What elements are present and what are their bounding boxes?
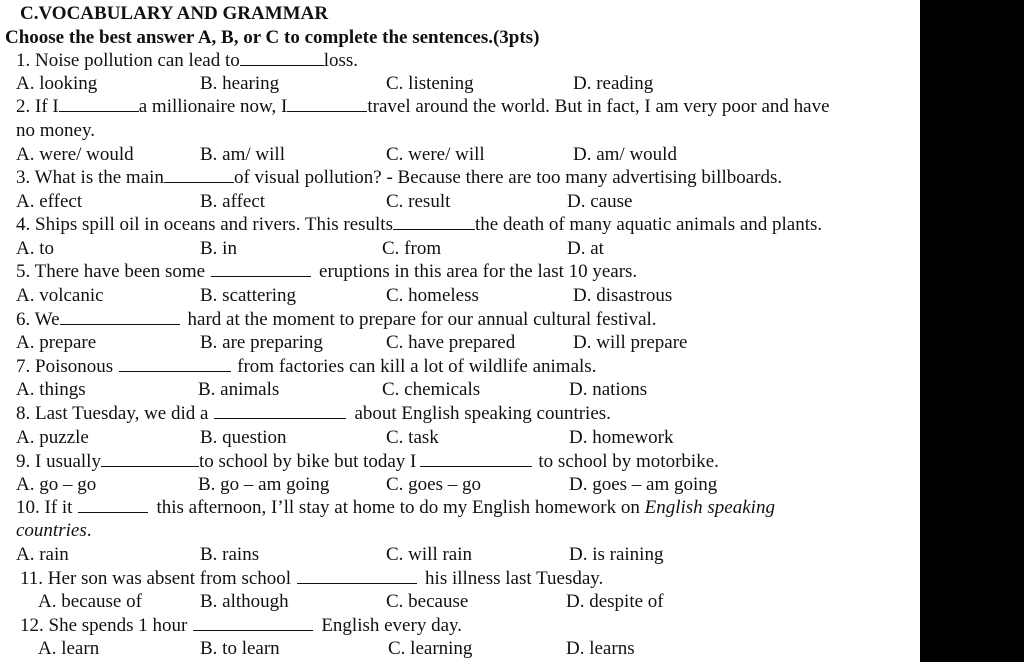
option-b: B. animals [198, 379, 280, 400]
option-c: C. will rain [386, 544, 473, 565]
option-a: A. go – go [16, 474, 97, 495]
option-a: A. because of [38, 591, 142, 612]
question-1-options [16, 72, 916, 95]
option-d: D. cause [567, 191, 633, 212]
option-b: B. are preparing [200, 332, 323, 353]
option-c: C. learning [388, 638, 473, 659]
question-5-options [16, 284, 916, 307]
option-c: C. because [386, 591, 469, 612]
question-2-stem-continued: no money. [16, 120, 95, 141]
question-10-options [16, 543, 916, 566]
answer-blank [78, 497, 148, 513]
option-b: B. hearing [200, 73, 280, 94]
question-10-stem-continued: countries. [16, 520, 92, 541]
option-d: D. homework [569, 427, 674, 448]
answer-blank [193, 615, 313, 631]
question-11-stem: 11. Her son was absent from school his illness last Tuesday. [20, 568, 604, 589]
question-8-options [16, 426, 916, 449]
option-c: C. result [386, 191, 451, 212]
option-d: D. learns [566, 638, 635, 659]
question-10-stem: 10. If it this afternoon, I’ll stay at home to do my English homework on English speaking [16, 497, 775, 518]
option-d: D. despite of [566, 591, 664, 612]
question-7-options [16, 378, 916, 401]
answer-blank [164, 167, 234, 183]
option-c: C. have prepared [386, 332, 516, 353]
option-d: D. is raining [569, 544, 664, 565]
option-b: B. am/ will [200, 144, 285, 165]
question-12-options [16, 637, 916, 660]
question-9-options [16, 473, 916, 496]
option-b: B. go – am going [198, 474, 330, 495]
answer-blank [101, 451, 199, 467]
question-1-stem: 1. Noise pollution can lead to loss. [16, 50, 359, 71]
option-a: A. learn [38, 638, 100, 659]
answer-blank [211, 261, 311, 277]
option-d: D. goes – am going [569, 474, 718, 495]
option-a: A. to [16, 238, 54, 259]
answer-blank [214, 403, 346, 419]
option-b: B. scattering [200, 285, 297, 306]
option-c: C. were/ will [386, 144, 485, 165]
answer-blank [60, 309, 180, 325]
option-c: C. goes – go [386, 474, 481, 495]
option-d: D. will prepare [573, 332, 688, 353]
answer-blank [119, 356, 231, 372]
option-b: B. to learn [200, 638, 280, 659]
option-c: C. task [386, 427, 439, 448]
question-2-stem: 2. If I a millionaire now, I travel around the world. But in fact, I am very poor and have [16, 96, 830, 117]
question-6-stem: 6. We hard at the moment to prepare for our annual cultural festival. [16, 309, 657, 330]
option-c: C. listening [386, 73, 474, 94]
option-d: D. reading [573, 73, 654, 94]
answer-blank [59, 96, 139, 112]
option-a: A. were/ would [16, 144, 134, 165]
question-3-options [16, 190, 916, 213]
question-11-options [16, 590, 916, 613]
section-instruction: Choose the best answer A, B, or C to complete the sentences.(3pts) [5, 27, 540, 48]
option-c: C. chemicals [382, 379, 481, 400]
option-a: A. volcanic [16, 285, 104, 306]
question-12-stem: 12. She spends 1 hour English every day. [20, 615, 463, 636]
option-c: C. homeless [386, 285, 479, 306]
question-2-options [16, 143, 916, 166]
option-d: D. am/ would [573, 144, 677, 165]
option-b: B. affect [200, 191, 266, 212]
question-6-options [16, 331, 916, 354]
black-side-bar [920, 0, 1024, 662]
option-a: A. prepare [16, 332, 97, 353]
answer-blank [287, 96, 367, 112]
question-4-options [16, 237, 916, 260]
answer-blank [297, 568, 417, 584]
option-b: B. rains [200, 544, 260, 565]
question-5-stem: 5. There have been some eruptions in this area for the last 10 years. [16, 261, 638, 282]
answer-blank [240, 50, 324, 66]
option-b: B. in [200, 238, 237, 259]
option-a: A. effect [16, 191, 83, 212]
answer-blank [393, 214, 475, 230]
option-b: B. question [200, 427, 287, 448]
option-d: D. disastrous [573, 285, 673, 306]
question-4-stem: 4. Ships spill oil in oceans and rivers. This results the death of many aquatic animals and plants. [16, 214, 823, 235]
question-3-stem: 3. What is the main of visual pollution? - Because there are too many advertising billboards. [16, 167, 783, 188]
option-a: A. puzzle [16, 427, 89, 448]
option-a: A. looking [16, 73, 98, 94]
option-d: D. nations [569, 379, 648, 400]
option-a: A. rain [16, 544, 69, 565]
question-8-stem: 8. Last Tuesday, we did a about English speaking countries. [16, 403, 611, 424]
answer-blank [420, 451, 532, 467]
question-7-stem: 7. Poisonous from factories can kill a lot of wildlife animals. [16, 356, 597, 377]
option-a: A. things [16, 379, 86, 400]
section-heading: C.VOCABULARY AND GRAMMAR [20, 3, 329, 24]
option-b: B. although [200, 591, 289, 612]
option-c: C. from [382, 238, 442, 259]
question-9-stem: 9. I usually to school by bike but today I to school by motorbike. [16, 451, 719, 472]
option-d: D. at [567, 238, 604, 259]
